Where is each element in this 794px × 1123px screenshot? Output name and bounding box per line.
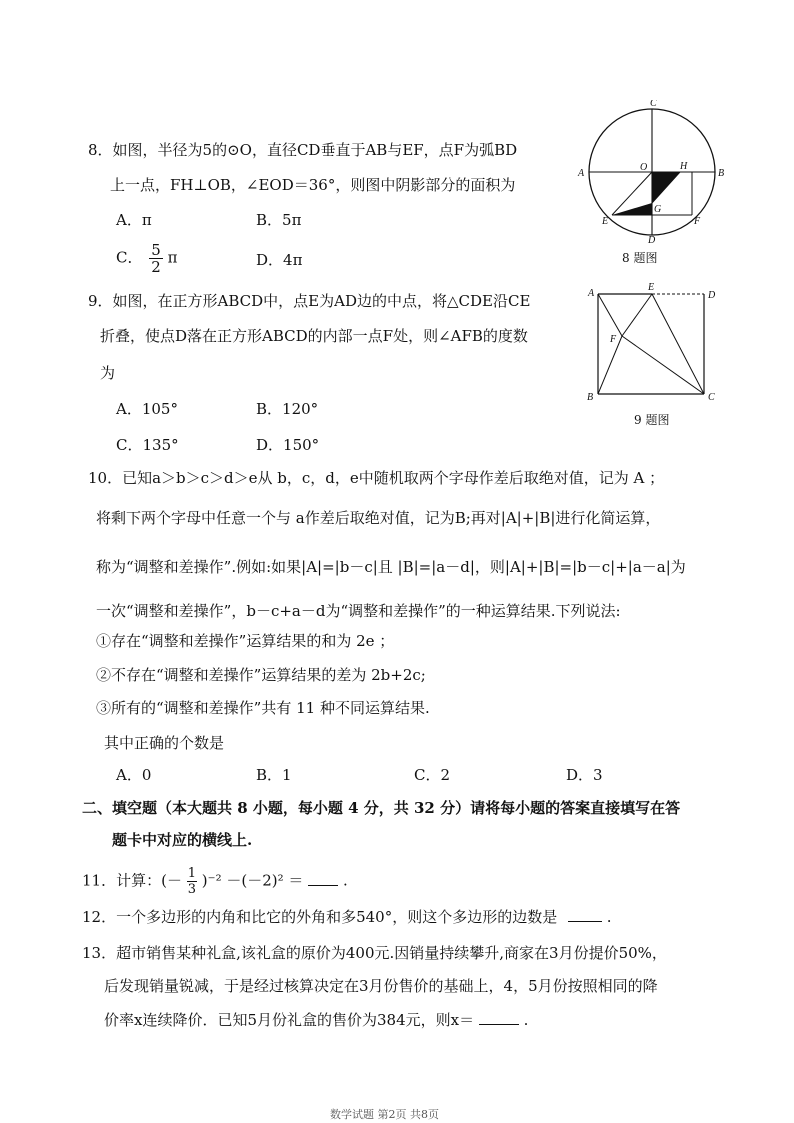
q12-end: . (606, 908, 612, 926)
q8-line1: 8．如图，半径为5的⊙O，直径CD垂直于AB与EF，点F为弧BD (88, 141, 518, 159)
q13-answer-blank[interactable] (479, 1010, 519, 1025)
fig8-label-h: H (680, 161, 688, 172)
fig9-label-f: F (610, 334, 617, 345)
q9-option-c: C．135° (116, 436, 179, 454)
q12 (82, 906, 612, 927)
section2-heading-line1: 二、填空题（本大题共 8 小题，每小题 4 分，共 32 分）请将每小题的答案直接填写在答 (82, 799, 681, 817)
section2-heading-line2: 题卡中对应的横线上. (112, 831, 253, 849)
q9-option-d: D．150° (256, 436, 320, 454)
q10-option-b: B．1 (256, 766, 292, 784)
q10-line3: 称为“调整和差操作”.例如:如果|A|=|b－c|且 |B|=|a－d|，则|A|+|B|=|b－c|+|a－a|为 (96, 558, 686, 576)
q11-frac-num: 1 (187, 866, 197, 881)
q8-option-c-numerator: 5 (151, 241, 161, 259)
q13-line2: 后发现销量锐减，于是经过核算决定在3月份售价的基础上，4，5月份按照相同的降 (104, 977, 658, 995)
fig8-label-c: C (650, 100, 657, 109)
q8-figure-caption: 8 题图 (622, 251, 658, 265)
fig9-label-d: D (708, 290, 716, 301)
q10-statement-3: ③所有的“调整和差操作”共有 11 种不同运算结果. (96, 699, 430, 717)
q10-statement-1: ①存在“调整和差操作”运算结果的和为 2e ； (96, 632, 395, 650)
fig9-label-c: C (708, 392, 715, 403)
fig8-label-a: A (578, 168, 585, 179)
fig9-label-e: E (648, 282, 655, 293)
q10-line2: 将剩下两个字母中任意一个与 a作差后取绝对值，记为B;再对|A|+|B|进行化简运算， (96, 509, 661, 527)
fig8-label-e: E (602, 216, 609, 227)
q12-text: 12．一个多边形的内角和比它的外角和多540°，则这个多边形的边数是 (82, 908, 558, 926)
q10-ask: 其中正确的个数是 (104, 734, 225, 752)
q11-frac-den: 3 (187, 882, 197, 897)
fig9-label-a: A (588, 288, 595, 299)
q11-prefix: 11．计算：(－ (82, 871, 182, 890)
q10-option-a: A．0 (116, 766, 152, 784)
q8-option-c (116, 242, 177, 275)
q8-option-d: D．4π (256, 251, 303, 269)
q8-option-c-denominator: 2 (151, 258, 161, 276)
q10-line1: 10．已知a＞b＞c＞d＞e从 b，c，d，e中随机取两个字母作差后取绝对值，记为 A ； (88, 469, 665, 487)
q9-figure (584, 282, 720, 406)
fig9-label-b: B (587, 392, 594, 403)
q10-line4: 一次“调整和差操作”，b－c+a－d为“调整和差操作”的一种运算结果.下列说法: (96, 602, 621, 620)
q8-option-c-suffix: π (167, 248, 178, 267)
page-footer: 数学试题 第2页 共8页 (330, 1108, 439, 1121)
fig8-label-b: B (718, 168, 725, 179)
q8-line2: 上一点，FH⊥OB，∠EOD＝36°，则图中阴影部分的面积为 (110, 176, 516, 194)
q9-option-b: B．120° (256, 400, 319, 418)
q12-answer-blank[interactable] (568, 907, 602, 922)
q11 (82, 866, 348, 897)
q10-statement-2: ②不存在“调整和差操作”运算结果的差为 2b+2c; (96, 666, 426, 684)
q13-line3-wrap (104, 1009, 528, 1030)
fig8-label-f: F (694, 216, 701, 227)
q10-option-c: C．2 (414, 766, 451, 784)
q11-answer-blank[interactable] (308, 871, 338, 886)
q10-option-d: D．3 (566, 766, 603, 784)
q8-option-b: B．5π (256, 211, 302, 229)
q9-line3: 为 (100, 364, 116, 382)
fig8-label-o: O (640, 162, 648, 173)
q8-figure (572, 100, 732, 244)
q8-option-a: A．π (116, 211, 152, 229)
q9-option-a: A．105° (116, 400, 178, 418)
q9-line1: 9．如图，在正方形ABCD中，点E为AD边的中点，将△CDE沿CE (88, 292, 531, 310)
fig8-label-d: D (648, 235, 656, 244)
q11-rest: )⁻² －(－2)² ＝ (201, 871, 304, 890)
fig8-label-g: G (654, 204, 662, 215)
q9-figure-caption: 9 题图 (634, 413, 670, 427)
q9-line2: 折叠，使点D落在正方形ABCD的内部一点F处，则∠AFB的度数 (100, 327, 528, 345)
q8-option-c-label: C． (116, 248, 143, 267)
q11-end: . (342, 871, 348, 890)
q13-line3: 价率x连续降价．已知5月份礼盒的售价为384元，则x＝ (104, 1011, 475, 1029)
q13-end: . (523, 1011, 529, 1029)
q13-line1: 13．超市销售某种礼盒,该礼盒的原价为400元.因销量持续攀升,商家在3月份提价50%， (82, 944, 667, 962)
